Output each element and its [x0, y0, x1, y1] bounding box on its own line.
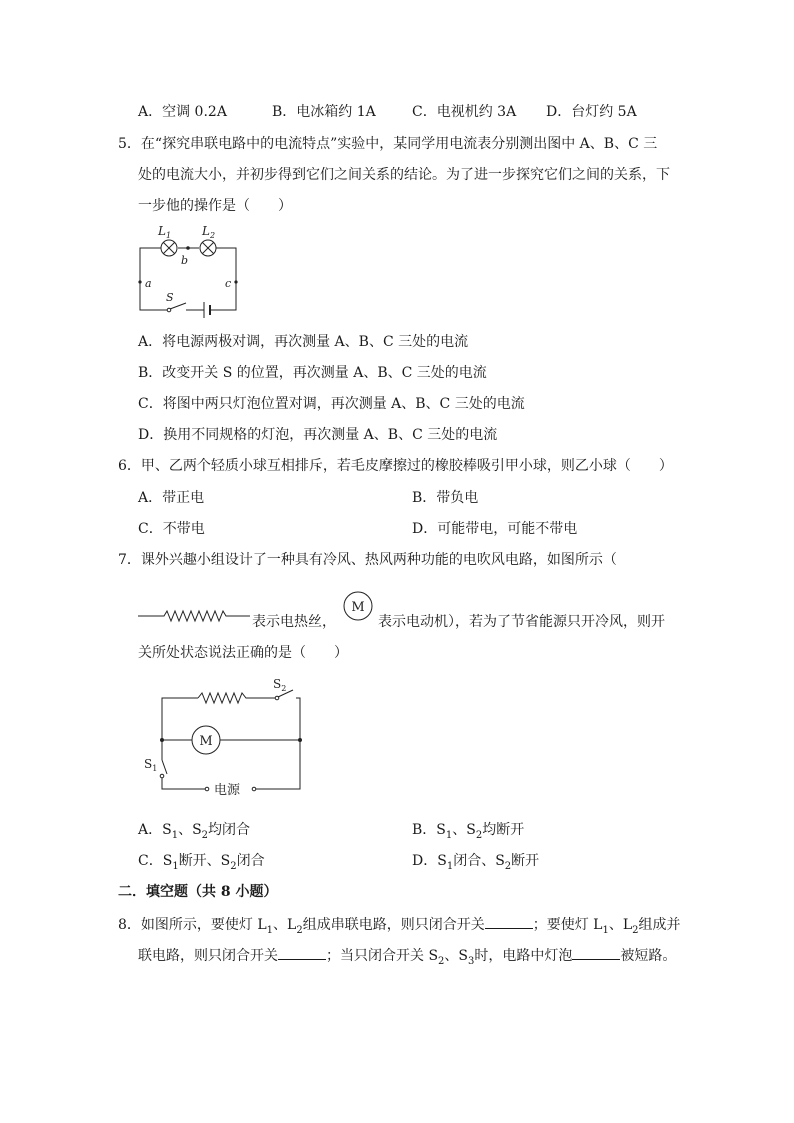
q5-label-l1-sub: 1 [165, 231, 172, 240]
q4-option-b: B．电冰箱约 1A [272, 104, 376, 120]
q5-option-a: A．将电源两极对调，再次测量 A、B、C 三处的电流 [138, 334, 469, 350]
q6-option-d: D．可能带电，可能不带电 [412, 521, 578, 537]
svg-text:L2 [201, 224, 215, 240]
q5-stem-line3: 一步他的操作是（ ） [138, 198, 292, 214]
q5-option-d: D．换用不同规格的灯泡，再次测量 A、B、C 三处的电流 [138, 427, 498, 443]
svg-text:S2 [273, 677, 286, 693]
q8-blank-3[interactable] [572, 945, 620, 960]
q7-option-b: B．$S_1$、$S_2$均断开 [412, 822, 525, 841]
q5-stem-line1: 5．在“探究串联电路中的电流特点”实验中，某同学用电流表分别测出图中 A、B、C 三 [118, 136, 658, 152]
q7-fig-s2: S [273, 677, 282, 691]
q6-stem: 6．甲、乙两个轻质小球互相排斥，若毛皮摩擦过的橡胶棒吸引甲小球，则乙小球（ ） [118, 458, 673, 474]
q6-option-a: A．带正电 [138, 490, 205, 506]
q5-label-a: a [145, 277, 152, 290]
q7-option-a: A．$S_1$、$S_2$均闭合 [138, 822, 251, 841]
q5-option-c: C．将图中两只灯泡位置对调，再次测量 A、B、C 三处的电流 [138, 396, 525, 412]
q7-fig-s1: S [144, 757, 153, 771]
q6-option-c: C．不带电 [138, 521, 205, 537]
q7-hairdryer-circuit-figure [140, 676, 310, 802]
q7-fig-power-label: 电源 [214, 783, 241, 798]
q8-blank-1[interactable] [485, 914, 533, 929]
q7-fig-s2-sub: 2 [281, 684, 287, 693]
q4-option-c: C．电视机约 3A [412, 104, 517, 120]
section-title-fill-in: 二．填空题（共 8 小题） [118, 884, 278, 900]
q5-stem-line2: 处的电流大小，并初步得到它们之间关系的结论。为了进一步探究它们之间的关系，下 [138, 167, 670, 183]
q8-stem-line1: 8．如图所示，要使灯 $L_1$、$L_2$组成串联电路，则只闭合开关 ；要使灯 $L_1$、$L_2$组成并 [118, 914, 681, 941]
q5-label-l1: L [158, 224, 166, 238]
q7-fig-motor-label: M [199, 734, 213, 749]
svg-text:L1 [157, 224, 171, 240]
resistor-legend-icon [138, 606, 250, 626]
q7-legend-motor: 表示电动机），若为了节省能源只开冷风，则开 [378, 614, 665, 630]
q5-label-l2-sub: 2 [209, 231, 216, 240]
q5-label-l2: L [202, 224, 210, 238]
q5-label-c: c [225, 277, 232, 290]
q7-legend-heater: 表示电热丝， [252, 614, 336, 630]
q7-option-c: C．$S_1$断开、$S_2$闭合 [138, 853, 265, 872]
q7-stem-line3: 关所处状态说法正确的是（ ） [138, 645, 348, 661]
q7-fig-s1-sub: 1 [152, 764, 158, 773]
q7-stem-line1: 7．课外兴趣小组设计了一种具有冷风、热风两种功能的电吹风电路，如图所示（ [118, 552, 617, 568]
motor-legend-icon [343, 591, 373, 621]
svg-text:S1 [144, 757, 157, 773]
q5-option-b: B．改变开关 S 的位置，再次测量 A、B、C 三处的电流 [138, 365, 487, 381]
q6-option-b: B．带负电 [412, 490, 479, 506]
q8-blank-2[interactable] [278, 945, 326, 960]
q7-legend-motor-symbol: M [351, 600, 365, 615]
q5-label-s: S [166, 291, 174, 304]
q7-option-d: D．$S_1$闭合、$S_2$断开 [412, 853, 540, 872]
q5-label-b: b [181, 254, 189, 267]
q4-option-a: A．空调 0.2A [138, 104, 227, 120]
q4-option-d: D．台灯约 5A [546, 104, 637, 120]
q8-stem-line2: 联电路，则只闭合开关 ；当只闭合开关 $S_2$、$S_3$时，电路中灯泡 被短路。 [138, 945, 676, 972]
q5-series-circuit-figure [136, 220, 246, 320]
